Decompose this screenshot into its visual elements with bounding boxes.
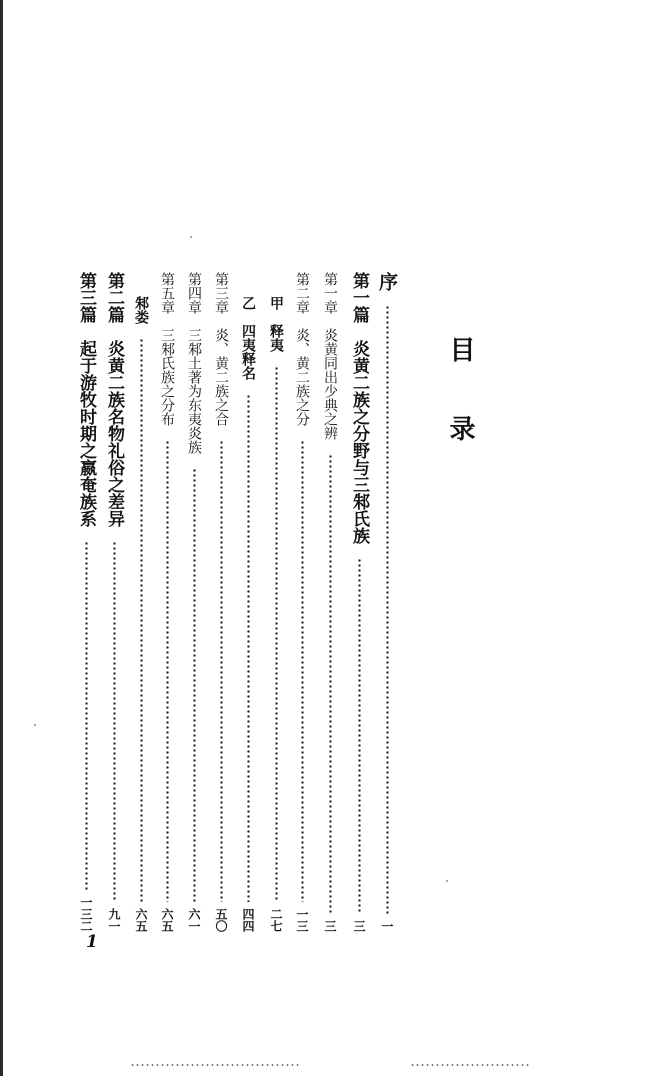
scan-speck [34, 724, 36, 726]
scan-noise [130, 1064, 300, 1066]
toc-entry-part-2 [100, 272, 128, 932]
toc-entry-label: 第一章 炎黄同出少典之辨 [322, 272, 338, 440]
toc-entry-label: 序 [376, 272, 398, 291]
toc-entry-page: 三 [323, 920, 337, 932]
toc-entry-page: 一三二 [79, 896, 93, 932]
toc-entry-page: 一三 [295, 908, 309, 932]
toc-entry-label: 甲 释夷 [268, 296, 284, 352]
toc-entry-preface [373, 272, 401, 932]
toc-entry-part-1 [345, 272, 373, 932]
toc-entry-chapter-4 [180, 272, 208, 932]
toc-entry-label: 第一篇 炎黄二族之分野与三邾氏族 [349, 272, 369, 544]
toc-entry-page: 六五 [160, 908, 174, 932]
leader-dots [247, 394, 250, 902]
leader-dots [193, 468, 196, 902]
scan-speck [446, 880, 448, 882]
page-number: 1 [86, 932, 98, 952]
toc-entry-page: 五〇 [214, 908, 228, 932]
toc-entry-section-b [234, 296, 262, 932]
scan-speck [190, 236, 192, 238]
page-title: 目 录 [445, 336, 475, 464]
toc-entry-chapter-5 [153, 272, 181, 932]
toc-entry-section-a [262, 296, 290, 932]
toc-entry-chapter-3 [207, 272, 235, 932]
leader-dots [220, 440, 223, 902]
toc-entry-label: 第三篇 起于游牧时期之嬴奄族系 [76, 272, 96, 527]
toc-entry-part-3 [72, 272, 100, 932]
leader-dots [85, 541, 88, 890]
toc-entry-label: 第二章 炎、黄二族之分 [294, 272, 310, 426]
leader-dots [113, 541, 116, 902]
toc-entry-label: 乙 四夷释名 [240, 296, 256, 380]
toc-entry-page: 六五 [134, 908, 148, 932]
toc-entry-chapter-1 [316, 272, 344, 932]
leader-dots [301, 440, 304, 902]
toc-entry-page: 一 [380, 920, 394, 932]
toc-entry-page: 二七 [269, 908, 283, 932]
toc-entry-label: 第二篇 炎黄二族名物礼俗之差异 [104, 272, 124, 527]
toc-entry-page: 三 [352, 920, 366, 932]
leader-dots [275, 366, 278, 902]
leader-dots [329, 454, 332, 914]
toc-entry-label: 第五章 三邾氏族之分布 [159, 272, 175, 426]
toc-entry-label: 第三章 炎、黄二族之合 [213, 272, 229, 426]
toc-entry-page: 六一 [187, 908, 201, 932]
leader-dots [386, 305, 389, 914]
toc-entry-zhulou [127, 296, 155, 932]
toc-entry-page: 九一 [107, 908, 121, 932]
leader-dots [166, 440, 169, 902]
toc-entry-chapter-2 [288, 272, 316, 932]
leader-dots [140, 338, 143, 902]
scan-noise [410, 1064, 530, 1066]
toc-entry-label: 第四章 三邾土著为东夷炎族 [186, 272, 202, 454]
toc-entry-page: 四四 [241, 908, 255, 932]
leader-dots [358, 558, 361, 914]
toc-entry-label: 邾娄 [133, 296, 149, 324]
page-left-edge [0, 0, 3, 1076]
